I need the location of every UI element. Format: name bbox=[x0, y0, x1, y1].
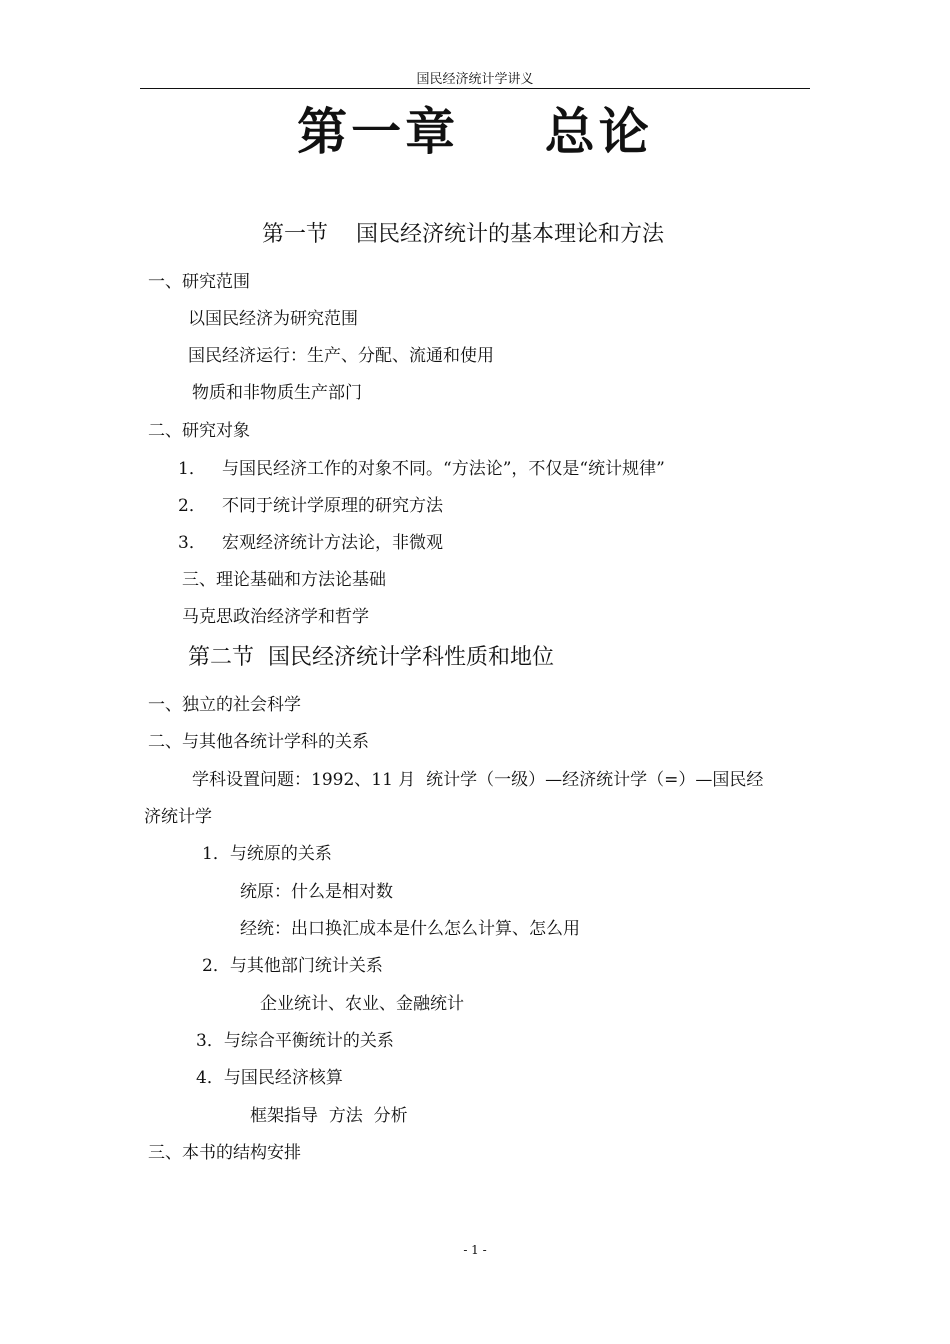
heading-book-structure: 三、本书的结构安排 bbox=[148, 1143, 301, 1163]
text-line: 经统：出口换汇成本是什么怎么计算、怎么用 bbox=[240, 919, 580, 939]
list-item: 1．与统原的关系 bbox=[202, 844, 332, 864]
text-line: 马克思政治经济学和哲学 bbox=[182, 607, 369, 627]
text-line: 济统计学 bbox=[144, 807, 212, 827]
chapter-title: 第一章 总论 bbox=[297, 102, 653, 161]
heading-relations: 二、与其他各统计学科的关系 bbox=[148, 732, 369, 752]
text-line: 框架指导 方法 分析 bbox=[250, 1106, 408, 1126]
header-rule bbox=[140, 88, 810, 89]
text-line: 国民经济运行：生产、分配、流通和使用 bbox=[188, 346, 494, 366]
heading-theory-basis: 三、理论基础和方法论基础 bbox=[182, 570, 386, 590]
section-1-title: 第一节 国民经济统计的基本理论和方法 bbox=[262, 222, 664, 247]
text-line: 以国民经济为研究范围 bbox=[188, 309, 358, 329]
running-header: 国民经济统计学讲义 bbox=[416, 72, 534, 87]
text-line: 学科设置问题：1992、11 月 统计学（一级）—经济统计学（=）—国民经 bbox=[192, 770, 764, 790]
list-item: 2． 不同于统计学原理的研究方法 bbox=[178, 496, 444, 516]
list-item: 3． 宏观经济统计方法论，非微观 bbox=[178, 533, 444, 553]
text-line: 统原：什么是相对数 bbox=[240, 882, 393, 902]
list-item: 2．与其他部门统计关系 bbox=[202, 956, 383, 976]
list-item: 3．与综合平衡统计的关系 bbox=[196, 1031, 394, 1051]
text-line: 物质和非物质生产部门 bbox=[192, 383, 362, 403]
text-line: 企业统计、农业、金融统计 bbox=[260, 994, 464, 1014]
section-2-title: 第二节 国民经济统计学科性质和地位 bbox=[188, 645, 554, 670]
list-item: 1． 与国民经济工作的对象不同。“方法论”，不仅是“统计规律” bbox=[178, 459, 665, 479]
heading-research-scope: 一、研究范围 bbox=[148, 272, 250, 292]
heading-independent-science: 一、独立的社会科学 bbox=[148, 695, 301, 715]
heading-research-object: 二、研究对象 bbox=[148, 421, 250, 441]
list-item: 4．与国民经济核算 bbox=[196, 1068, 343, 1088]
page-number: - 1 - bbox=[463, 1243, 487, 1257]
